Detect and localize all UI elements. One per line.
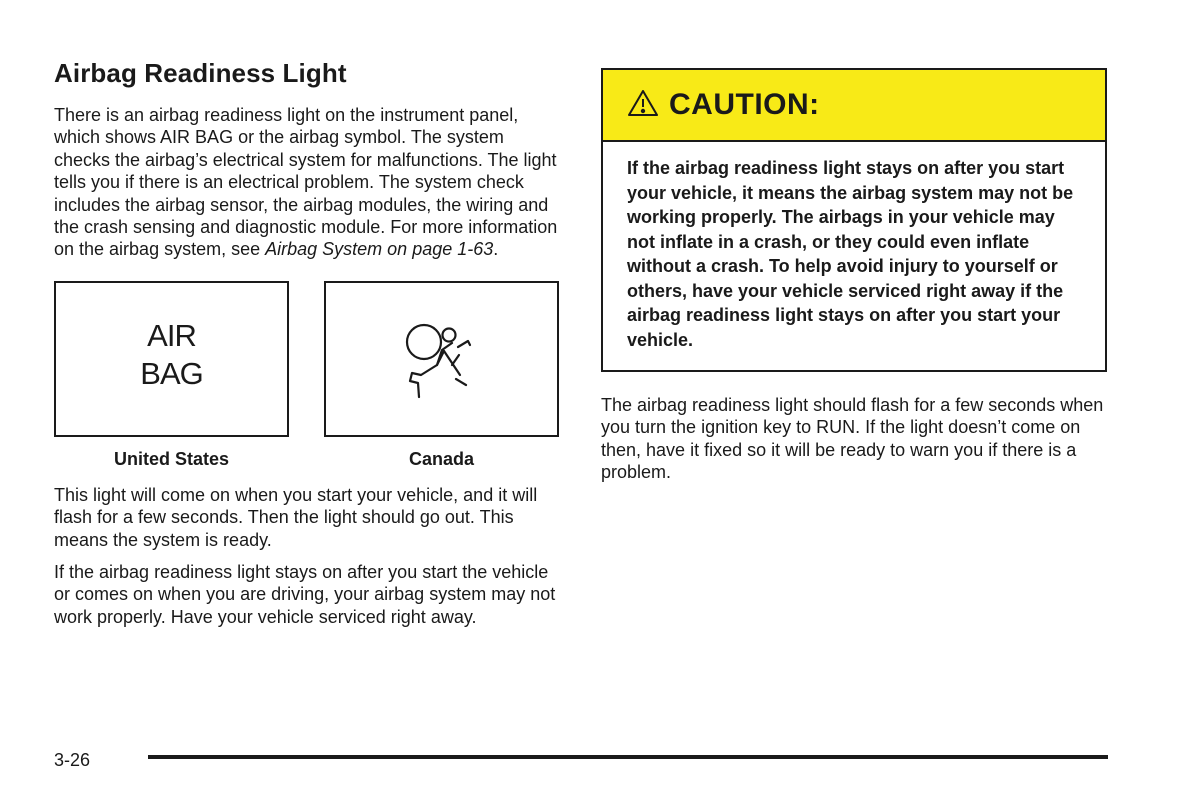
left-column (54, 56, 564, 638)
cross-reference-link[interactable]: Airbag System on page 1-63 (265, 239, 494, 260)
intro-end: . (493, 239, 499, 260)
footer-rule (148, 755, 1108, 759)
startup-paragraph: This light will come on when you start your vehicle, and it will flash for a few seconds. Then the light should go out. This means the system is ready. (54, 484, 538, 550)
caption-united-states: United States (113, 448, 230, 469)
caution-title: CAUTION: (669, 88, 820, 121)
air-bag-line-2: BAG (140, 355, 203, 391)
warning-triangle-icon (627, 89, 659, 122)
air-bag-line-1: AIR (147, 317, 196, 353)
air-bag-text-icon (56, 317, 287, 393)
malfunction-paragraph: If the airbag readiness light stays on after you start the vehicle or comes on when you are driving, your airbag system may not work properly. Have your vehicle serviced right away. (54, 562, 556, 627)
right-column (601, 68, 1107, 494)
flash-paragraph: The airbag readiness light should flash for a few seconds when you turn the ignition key to RUN. If the light doesn’t come on then, have it fixed so it will be ready to warn you if there is a problem. (601, 395, 1104, 483)
caution-box (601, 68, 1107, 372)
page-number: 3-26 (54, 750, 91, 770)
intro-text: There is an airbag readiness light on the instrument panel, which shows AIR BAG or the airbag symbol. The system checks the airbag’s electrical system for malfunctions. The light tells you if there is an electrical problem. The system check includes the airbag sensor, the airbag modules, the wiring and the crash sensing and diagnostic module. For more information on the airbag system, see (54, 105, 558, 260)
air-bag-text-indicator (54, 281, 289, 437)
indicator-illustrations (54, 281, 564, 476)
caution-text: If the airbag readiness light stays on after you start your vehicle, it means the airbag system may not be working properly. The airbags in your vehicle may not inflate in a crash, or they could even inflate without a crash. To help avoid injury to yourself or others, have your vehicle serviced right away if the airbag readiness light stays on after you start your vehicle. (627, 158, 1074, 350)
airbag-occupant-symbol-icon (404, 321, 480, 399)
caption-canada: Canada (408, 448, 475, 469)
section-title: Airbag Readiness Light (54, 58, 347, 88)
airbag-symbol-indicator (324, 281, 559, 437)
caution-header (603, 70, 1105, 142)
intro-paragraph (54, 104, 564, 261)
